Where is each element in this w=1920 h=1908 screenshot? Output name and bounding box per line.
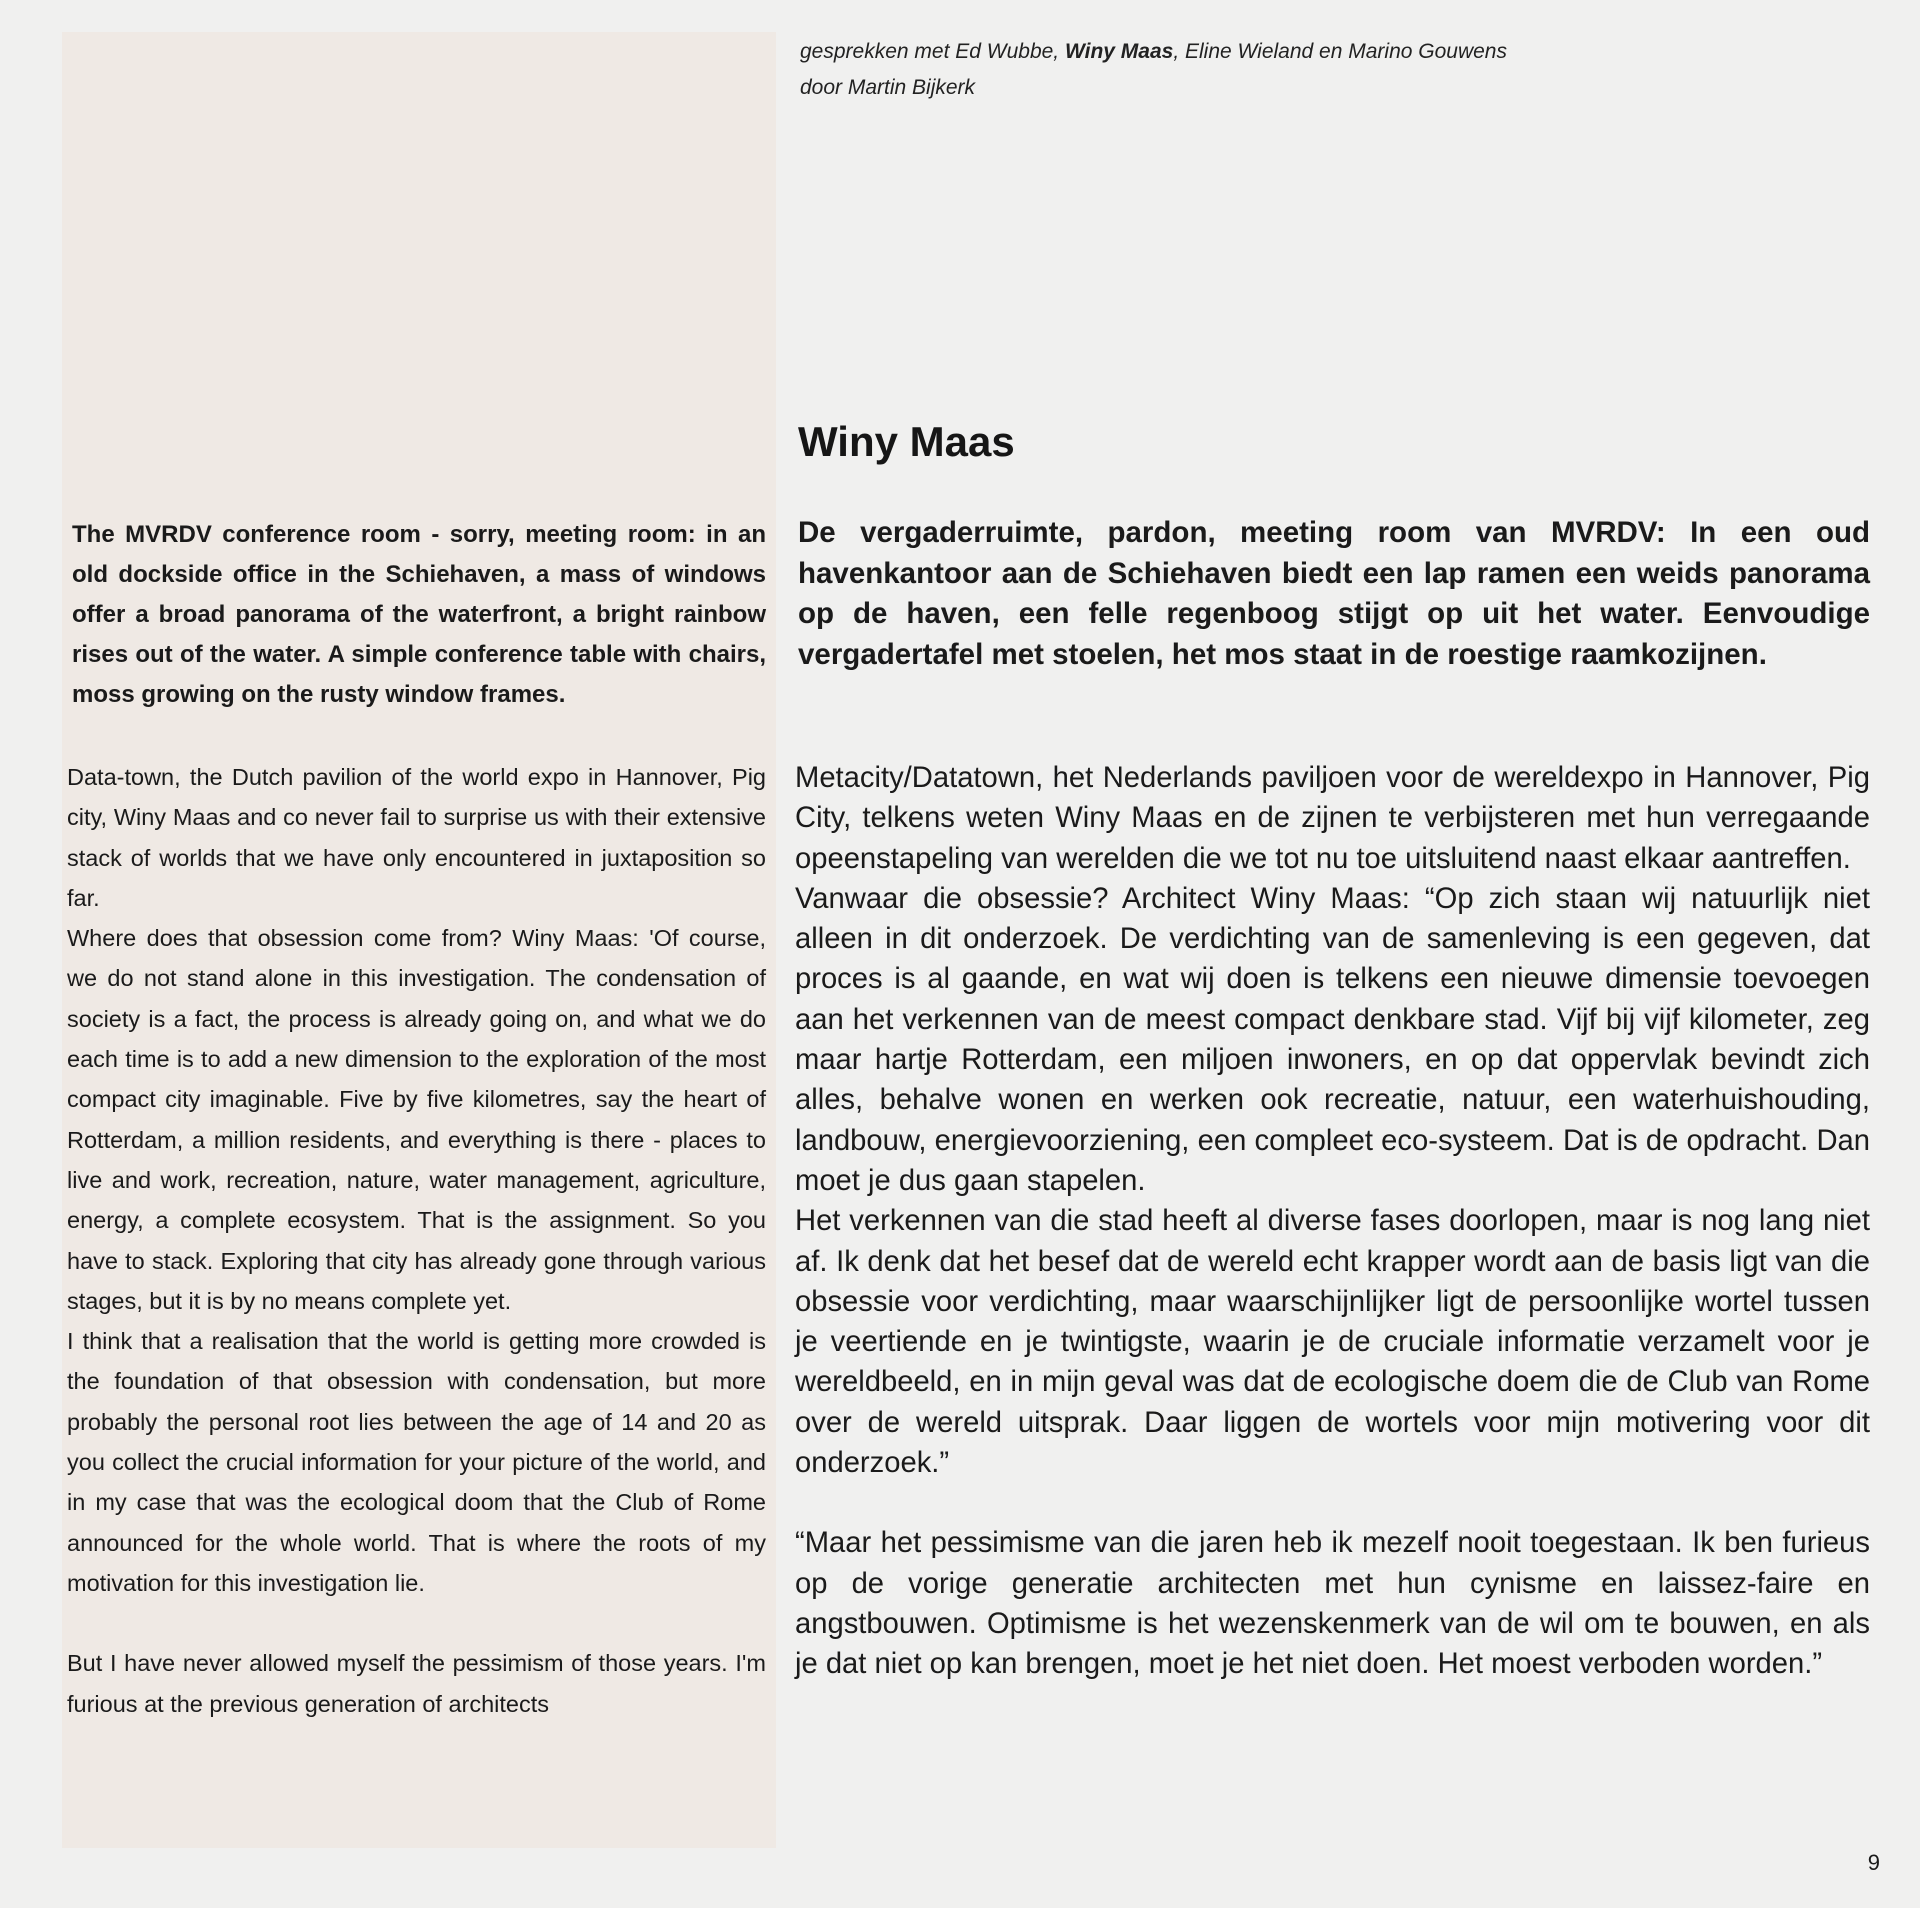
- page-number: 9: [1867, 1850, 1880, 1875]
- dutch-paragraph: Vanwaar die obsessie? Architect Winy Maas: “Op zich staan wij natuurlijk niet alleen in dit onderzoek. De verdichting van de samenleving is een gegeven, dat proces is al gaande, en wat wij doen is telkens een nieuwe dimensie toevoegen aan het verkennen van de meest compact denkbare stad. Vijf bij vijf kilometer, zeg maar hartje Rotterdam, een miljoen inwoners, en op dat oppervlak bevindt zich alles, behalve wonen en werken ook recreatie, natuur, een waterhuishouding, landbouw, energievoorziening, een compleet eco-systeem. Dat is de opdracht. Dan moet je dus gaan stapelen.: [795, 882, 1870, 1197]
- dutch-paragraph: Metacity/Datatown, het Nederlands paviljoen voor de wereldexpo in Hannover, Pig City, telkens weten Winy Maas en de zijnen te verbijsteren met hun verregaande opeenstapeling van werelden die we tot nu toe uitsluitend naast elkaar aantreffen.: [795, 762, 1870, 875]
- byline-line-2: door Martin Bijkerk: [800, 76, 976, 99]
- english-intro: The MVRDV conference room - sorry, meeting room: in an old dockside office in the Schiehaven, a mass of windows offer a broad panorama of the waterfront, a bright rainbow rises out of the water. A simple conference table with chairs, moss growing on the rusty window frames.: [72, 521, 766, 708]
- english-paragraph: I think that a realisation that the world is getting more crowded is the foundation of that obsession with condensation, but more probably the personal root lies between the age of 14 and 20 as you collect the crucial information for your picture of the world, and in my case that was the ecological doom that the Club of Rome announced for the whole world. That is where the roots of my motivation for this investigation lie.: [67, 1328, 766, 1596]
- english-paragraph: Where does that obsession come from? Winy Maas: 'Of course, we do not stand alone in this investigation. The condensation of society is a fact, the process is already going on, and what we do each time is to add a new dimension to the exploration of the most compact city imaginable. Five by five kilometres, say the heart of Rotterdam, a million residents, and everything is there - places to live and work, recreation, nature, water management, agriculture, energy, a complete ecosystem. That is the assignment. So you have to stack. Exploring that city has already gone through various stages, but it is by no means complete yet.: [67, 925, 766, 1314]
- dutch-body: [795, 758, 1870, 1685]
- byline-highlight: Winy Maas: [1064, 40, 1174, 63]
- section-heading: Winy Maas: [798, 418, 1015, 465]
- english-body: [67, 757, 766, 1724]
- english-paragraph: But I have never allowed myself the pessimism of those years. I'm furious at the previous generation of architects: [67, 1650, 766, 1717]
- dutch-intro: De vergaderruimte, pardon, meeting room van MVRDV: In een oud havenkantoor aan de Schiehaven biedt een lap ramen een weids panorama op de haven, een felle regenboog stijgt op uit het water. Eenvoudige vergadertafel met stoelen, het mos staat in de roestige raamkozijnen.: [798, 516, 1870, 671]
- byline: [800, 34, 1860, 106]
- english-paragraph: Data-town, the Dutch pavilion of the world expo in Hannover, Pig city, Winy Maas and co never fail to surprise us with their extensive stack of worlds that we have only encountered in juxtaposition so far.: [67, 764, 766, 911]
- dutch-paragraph: Het verkennen van die stad heeft al diverse fases doorlopen, maar is nog lang niet af. Ik denk dat het besef dat de wereld echt krapper wordt aan de basis ligt van die obsessie voor verdichting, maar waarschijnlijker ligt de persoonlijke wortel tussen je veertiende en je twintigste, waarin je de cruciale informatie verzamelt voor je wereldbeeld, en in mijn geval was dat de ecologische doem die de Club van Rome over de wereld uitsprak. Daar liggen de wortels voor mijn motivering voor dit onderzoek.”: [795, 1205, 1870, 1480]
- dutch-paragraph: “Maar het pessimisme van die jaren heb ik mezelf nooit toegestaan. Ik ben furieus op de vorige generatie architecten met hun cynisme en laissez-faire en angstbouwen. Optimisme is het wezenskenmerk van de wil om te bouwen, en als je dat niet op kan brengen, moet je het niet doen. Het moest verboden worden.”: [795, 1527, 1870, 1681]
- byline-line-1: gesprekken met Ed Wubbe, Winy Maas, Eline Wieland en Marino Gouwens: [800, 40, 1507, 63]
